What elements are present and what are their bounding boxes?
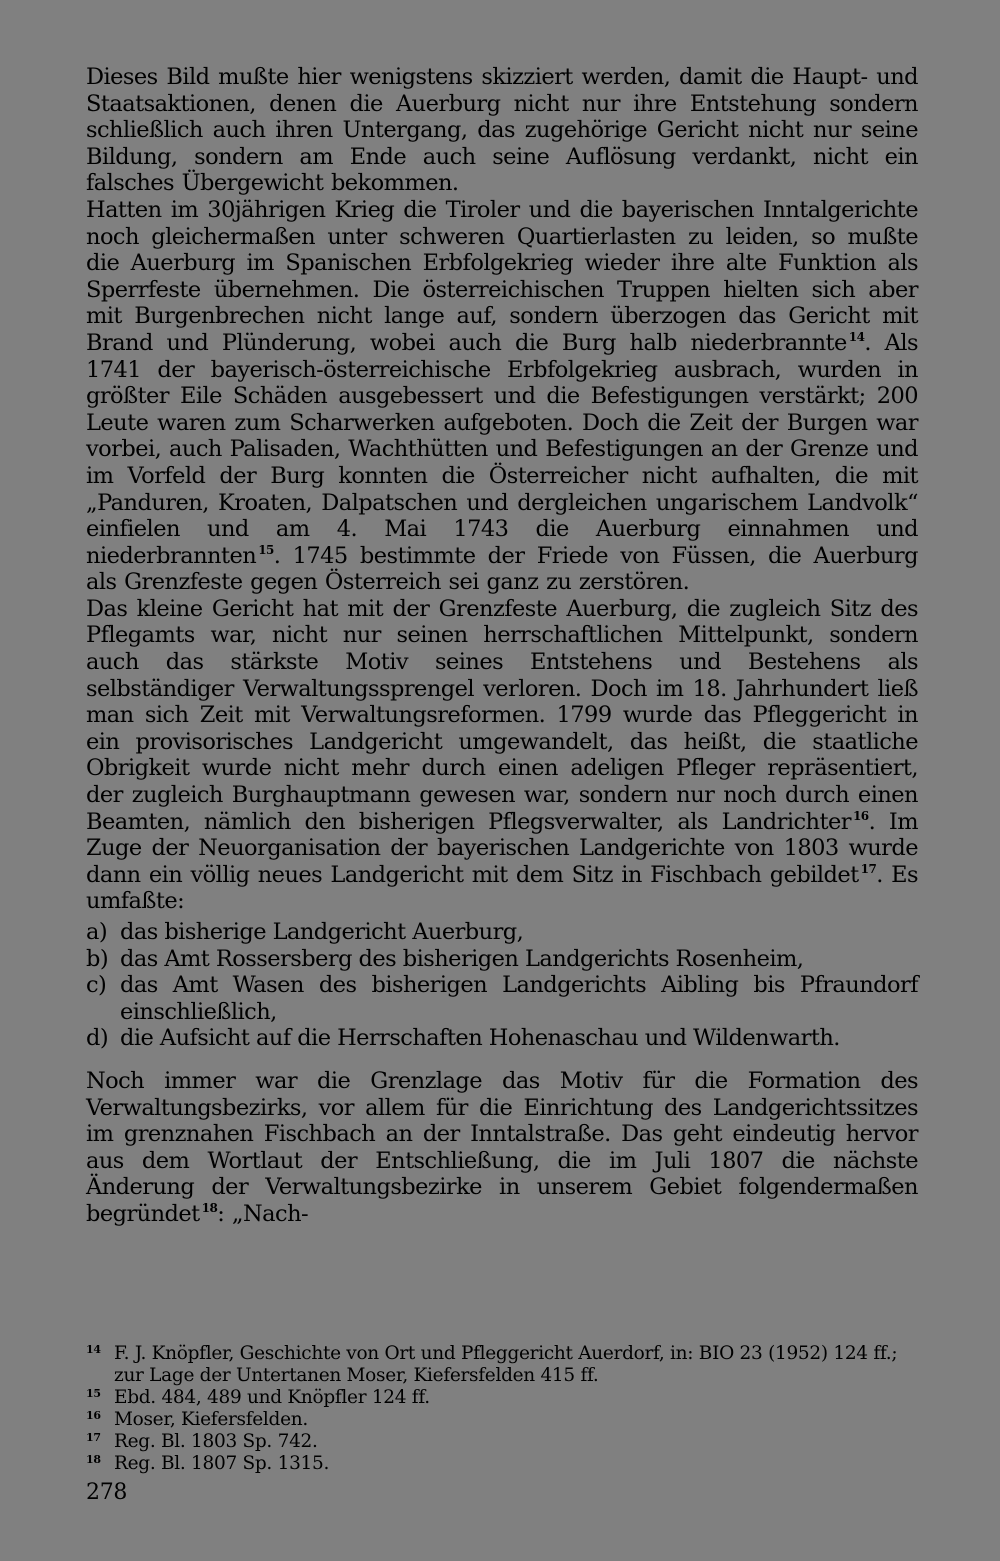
paragraph-2-text-b: . Als 1741 der bayerisch-österreichische Erbfolgekrieg ausbrach, wurden in größter Eile Schäden ausgebessert und die Befestigungen verstärkt; 200 Leute waren zum Scharwerken aufgeboten. Doch die Zeit der Burgen war vorbei, auch Palisaden, Wachthütten und Befestigungen an der Grenze und im Vorfeld der Burg konnten die Österreicher nicht aufhalten, die mit „Panduren, Kroaten, Dalpatschen und dergleichen ungarischem Landvolk“ einfielen und am 4. Mai 1743 die Auerburg einnahmen und niederbrannten	[86, 329, 919, 569]
footnote-ref-18[interactable]: 18	[201, 1201, 218, 1216]
footnote-ref-15[interactable]: 15	[258, 543, 274, 558]
paragraph-2-text-c: . 1745 bestimmte der Friede von Füssen, die Auerburg als Grenzfeste gegen Österreich sei ganz zu zerstören.	[86, 542, 918, 596]
list-item	[86, 1025, 918, 1052]
footnote-ref-16[interactable]: 16	[852, 809, 869, 824]
list-item-text: das bisherige Landgericht Auerburg,	[120, 919, 524, 945]
enumerated-list	[86, 919, 918, 1052]
paragraph-4-text-b: : „Nach-	[217, 1200, 309, 1227]
paragraph-3	[86, 596, 918, 915]
paragraph-2	[86, 197, 918, 596]
paragraph-4-text-a: Noch immer war die Grenzlage das Motiv für die Formation des Verwaltungsbezirks, vor allem für die Einrichtung des Landgerichtssitzes im grenznahen Fischbach an der Inntalstraße. Das geht eindeutig hervor aus dem Wortlaut der Entschließung, die im Juli 1807 die nächste Änderung der Verwaltungsbezirke in unserem Gebiet folgendermaßen begründet	[86, 1067, 918, 1227]
list-item	[86, 946, 918, 973]
list-item-label: b)	[86, 945, 109, 972]
list-item-label: a)	[86, 919, 108, 945]
page-number: 278	[86, 1480, 128, 1505]
footnotes	[86, 1343, 918, 1475]
list-item-text: die Aufsicht auf die Herrschaften Hohenaschau und Wildenwarth.	[120, 1025, 840, 1052]
footnote-number: 15	[86, 1387, 101, 1400]
paragraph-2-text-a: Hatten im 30jährigen Krieg die Tiroler und die bayerischen Inntalgerichte noch gleichermaßen unter schweren Quartierlasten zu leiden, so mußte die Auerburg im Spanischen Erbfolgekrieg wieder ihre alte Funktion als Sperrfeste übernehmen. Die österreichischen Truppen hielten sich aber mit Burgenbrechen nicht lange auf, sondern überzogen das Gericht mit Brand und Plünderung, wobei auch die Burg halb niederbrannte	[86, 196, 918, 356]
main-text	[86, 64, 918, 1228]
list-item	[86, 919, 918, 946]
footnote-number: 16	[86, 1409, 101, 1422]
footnote	[86, 1431, 918, 1453]
footnote-text: Ebd. 484, 489 und Knöpfler 124 ff.	[114, 1387, 430, 1408]
footnote-text: Reg. Bl. 1807 Sp. 1315.	[114, 1453, 330, 1474]
list-item-text: das Amt Rossersberg des bisherigen Landgerichts Rosenheim,	[120, 945, 804, 972]
paragraph-3-text-c: . Es umfaßte:	[86, 861, 919, 915]
footnote-text: F. J. Knöpfler, Geschichte von Ort und Pfleggericht Auerdorf, in: BIO 23 (1952) 124 ff.; zur Lage der Untertanen Moser, Kiefersfelden 415 ff.	[114, 1343, 898, 1386]
footnote-number: 14	[86, 1343, 101, 1356]
list-item-label: d)	[86, 1025, 109, 1052]
footnote-number: 18	[86, 1453, 101, 1466]
footnote	[86, 1387, 918, 1409]
footnote-text: Moser, Kiefersfelden.	[114, 1409, 308, 1430]
footnote-ref-14[interactable]: 14	[848, 330, 865, 345]
paragraph-1: Dieses Bild mußte hier wenigstens skizziert werden, damit die Haupt- und Staatsaktionen, denen die Auerburg nicht nur ihre Entstehung sondern schließlich auch ihren Untergang, das zugehörige Gericht nicht nur seine Bildung, sondern am Ende auch seine Auflösung verdankt, nicht ein falsches Übergewicht bekommen.	[86, 64, 918, 197]
paragraph-3-text-b: . Im Zuge der Neuorganisation der bayerischen Landgerichte von 1803 wurde dann ein völlig neues Landgericht mit dem Sitz in Fischbach gebildet	[86, 808, 918, 888]
footnote-number: 17	[86, 1431, 101, 1444]
footnote	[86, 1453, 918, 1475]
list-item	[86, 972, 918, 1025]
footnote	[86, 1409, 918, 1431]
footnote-text: Reg. Bl. 1803 Sp. 742.	[114, 1431, 318, 1452]
paragraph-4	[86, 1068, 918, 1228]
footnote-ref-17[interactable]: 17	[860, 862, 877, 877]
footnote	[86, 1343, 918, 1387]
paragraph-3-text-a: Das kleine Gericht hat mit der Grenzfeste Auerburg, die zugleich Sitz des Pflegamts war, nicht nur seinen herrschaftlichen Mittelpunkt, sondern auch das stärkste Motiv seines Entstehens und Bestehens als selbständiger Verwaltungssprengel verloren. Doch im 18. Jahrhundert ließ man sich Zeit mit Verwaltungsreformen. 1799 wurde das Pfleggericht in ein provisorisches Landgericht umgewandelt, das heißt, die staatliche Obrigkeit wurde nicht mehr durch einen adeligen Pfleger repräsentiert, der zugleich Burghauptmann gewesen war, sondern nur noch durch einen Beamten, nämlich den bisherigen Pflegsverwalter, als Landrichter	[86, 595, 918, 835]
list-item-text: das Amt Wasen des bisherigen Landgerichts Aibling bis Pfraundorf einschließlich,	[120, 972, 918, 1025]
list-item-label: c)	[86, 972, 107, 999]
